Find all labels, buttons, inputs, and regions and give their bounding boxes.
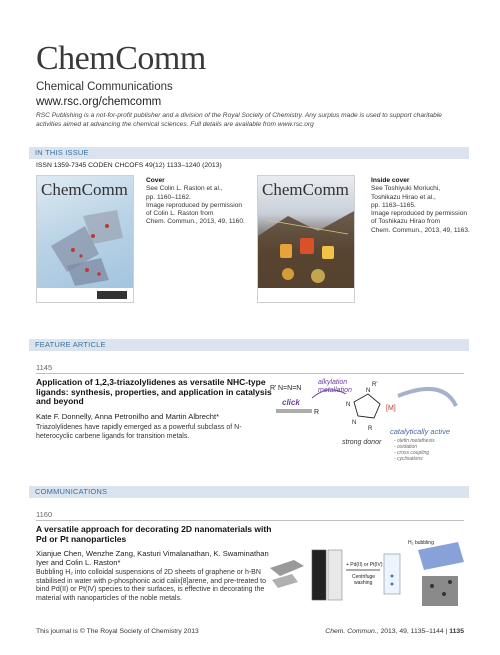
communication-abstract: Bubbling H₂ into colloidal suspensions of 2D sheets of graphene or h-BN stabilised in water with p-phosphonic acid calix[8]arene, and pre-treated to bind Pd(II) or Pt(IV) species to their surfaces, is effective in decorating the material with nanoparticles of the noble metals. [36,569,266,602]
reaction-type: - olefin metathesis [394,438,435,444]
footer-page-number: 1135 [449,628,464,635]
reagent-label: + Pd(II) or Pt(IV) [346,562,383,568]
feature-abstract: Triazolylidenes have rapidly emerged as a powerful subclass of N-heterocyclic carbene ligands for transition metals. [36,424,242,440]
bubbling-label: H₂ bubbling [408,540,434,546]
bubble [391,575,394,578]
publisher-notice: RSC Publishing is a not-for-profit publisher and a division of the Royal Society of Chemistry. Any surplus made is used to support charitable activities aimed at advancing the chemical sciences. Full details are available from www.rsc.org [36,112,442,128]
reaction-type: - cross coupling [394,450,430,456]
front-cover-line: of Colin L. Raston from [146,210,214,218]
communication-authors: Xianjue Chen, Wenzhe Zang, Kasturi Vimalanathan, K. Swaminathan Iyer and Colin L. Raston* [36,549,269,567]
front-cover-line: Chem. Commun., 2013, 49, 1160. [146,218,245,226]
scheme-metallation-label: metallation [318,387,352,394]
inside-cover-line: Image reproduced by permission [371,210,468,218]
journal-url[interactable]: www.rsc.org/chemcomm [36,96,162,108]
divider [36,373,464,374]
vial-light [328,550,342,600]
reaction-type: - oxidation [394,444,418,450]
scheme-alkylation-label: alkylation [318,379,348,386]
communication-scheme-graphic [268,536,468,616]
communication-page-number: 1160 [36,510,53,519]
section-band-label: FEATURE ARTICLE [35,340,106,349]
scheme-substituent: R [314,409,320,416]
journal-subtitle: Chemical Communications [36,81,173,93]
inside-cover-heading: Inside cover [371,177,410,184]
inside-cover-line: Toshikazu Hirao et al., [371,193,436,201]
decorated-sheet [418,542,464,570]
divider [36,520,464,521]
scheme-substituent: R' [372,382,378,388]
communication-title[interactable]: A versatile approach for decorating 2D nanomaterials with Pd or Pt nanoparticles [36,524,272,544]
nanoparticle [448,580,452,584]
strong-donor-label: strong donor [342,439,382,446]
issn-line: ISSN 1359-7345 CODEN CHCOFS 49(12) 1133–1240 (2013) [36,162,222,169]
inside-cover-image[interactable] [257,175,355,303]
scheme-substituent: R [368,426,373,432]
footer-copyright: This journal is © The Royal Society of Chemistry 2013 [36,628,199,635]
bubble [391,583,394,586]
reaction-flask [384,554,400,594]
scheme-click-label: click [282,398,300,407]
section-band-communications [29,486,469,498]
front-cover-line: See Colin L. Raston et al., [146,185,223,193]
inside-cover-caption [371,177,481,235]
feature-page-number: 1145 [36,363,53,372]
catalysis-arrow [398,389,456,406]
nanoparticle [442,592,446,596]
ring-atom-label: N [352,420,357,426]
cover-artwork [258,176,354,302]
front-cover-caption [146,177,256,227]
front-cover-image[interactable] [36,175,134,303]
vial-dark [312,550,326,600]
ring-atom-label: N [346,402,351,408]
feature-authors: Kate F. Donnelly, Anna Petronilho and Martin Albrecht* [36,412,220,421]
nanosheet [272,574,298,588]
tem-micrograph [422,576,458,606]
cover-title: ChemComm [262,180,349,199]
inside-cover-line: See Toshiyuki Moriuchi, [371,185,441,193]
catalytically-active-label: catalytically active [390,427,451,436]
inside-cover-line: pp. 1163–1165. [371,201,416,209]
feature-scheme-graphic [268,376,468,476]
metal-label: [M] [386,405,396,412]
nanosheet [270,560,304,576]
cover-artwork [37,176,133,302]
feature-article-title[interactable]: Application of 1,2,3-triazolylidenes as versatile NHC-type ligands: synthesis, properties, and application in catalysis and beyond [36,377,272,406]
inside-cover-line: Chem. Commun., 2013, 49, 1163. [371,226,470,234]
nanoparticle [430,584,434,588]
ring-atom-label: N [366,388,371,394]
triazolylidene-ring [354,394,380,418]
front-cover-heading: Cover [146,177,165,184]
journal-logo: ChemComm [36,40,206,77]
footer-citation [325,628,464,635]
front-cover-line: Image reproduced by permission [146,201,243,209]
section-band-feature-article [29,339,469,351]
scheme-substituent: R' [270,385,277,392]
reaction-type: - cyclisations [394,456,423,462]
footer-citation-details: 2013, 49, 1135–1144 | [378,628,450,635]
cover-title: ChemComm [41,180,128,199]
inside-cover-line: of Toshikazu Hirao from [371,218,441,226]
section-band-in-this-issue [29,147,469,159]
front-cover-line: pp. 1160–1162. [146,193,191,201]
washing-label: washing [354,580,373,586]
section-band-label: COMMUNICATIONS [35,487,108,496]
footer-journal-name: Chem. Commun., [325,628,379,635]
scheme-azide: N=N=N [278,385,302,392]
centrifuge-label: Centrifuge [352,574,376,580]
section-band-label: IN THIS ISSUE [35,148,89,157]
